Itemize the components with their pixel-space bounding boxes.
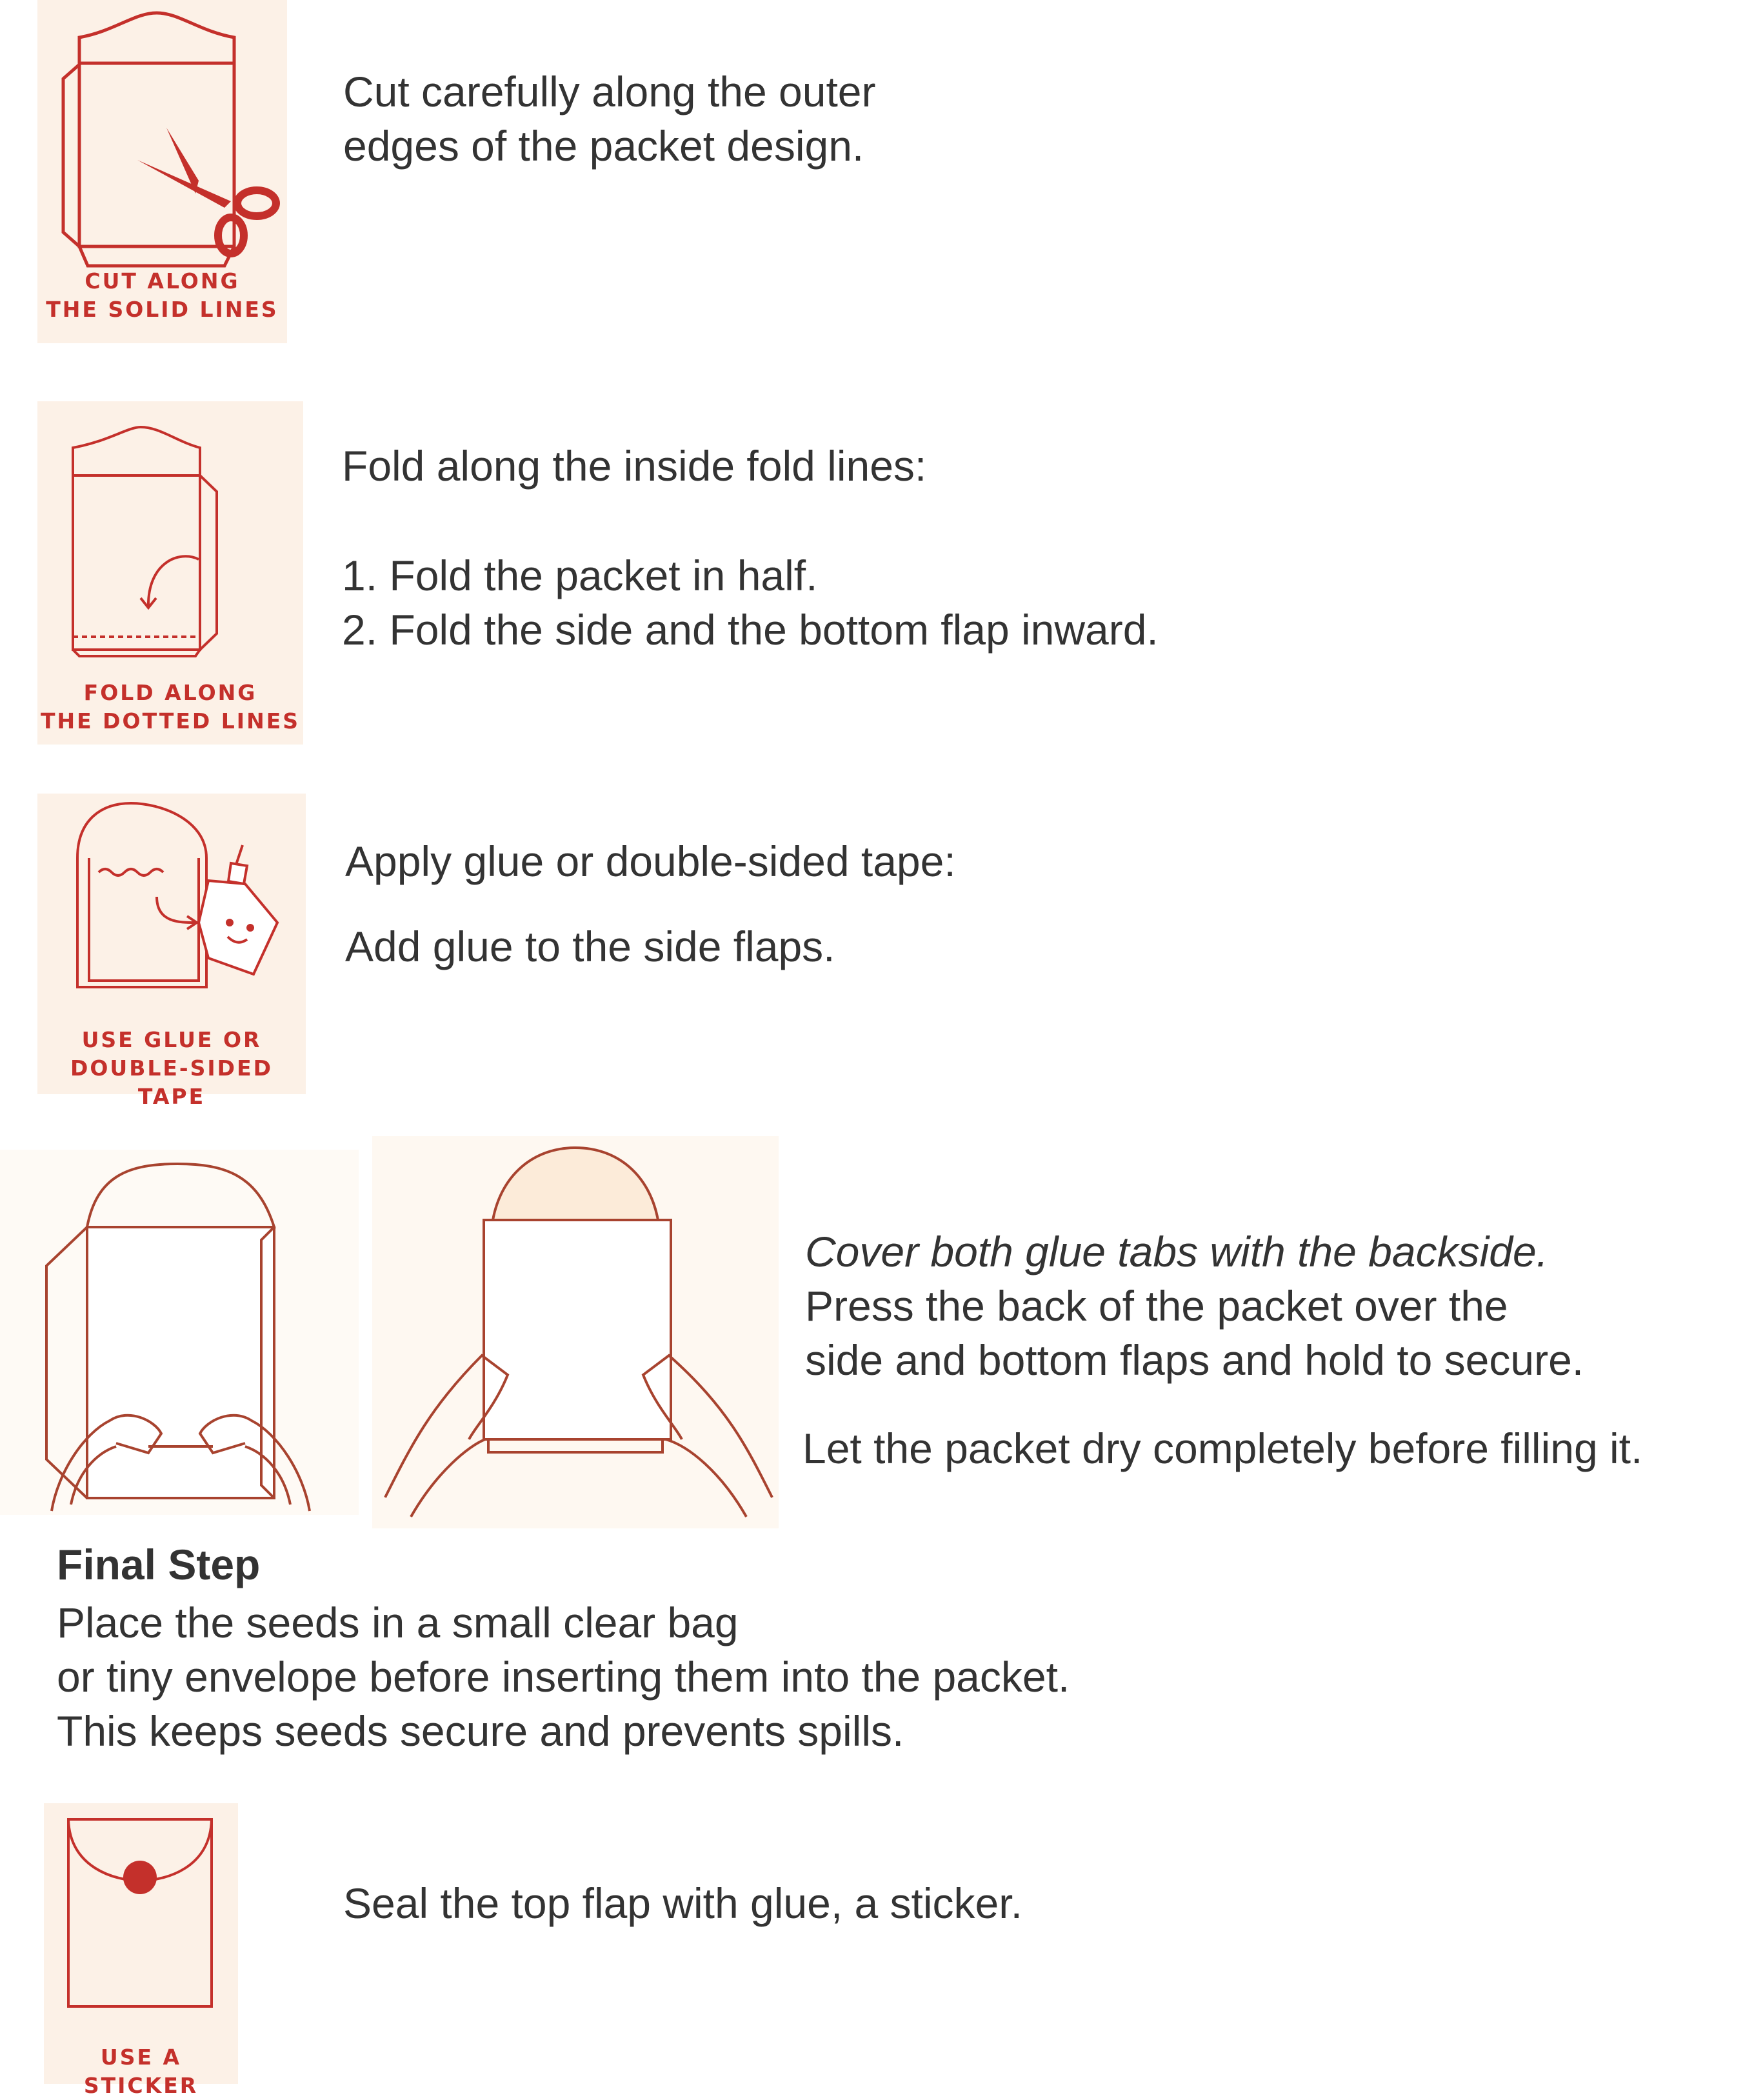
glue-illustration [37, 794, 306, 1109]
hands-pressing-illustration [372, 1136, 779, 1528]
cut-text-line-1: Cut carefully along the outer [343, 68, 876, 115]
cut-label-line-2: THE SOLID LINES [46, 297, 279, 322]
sticker-illustration [44, 1803, 238, 2098]
cut-text-line-2: edges of the packet design. [343, 122, 864, 170]
glue-text: Add glue to the side flaps. [345, 923, 835, 970]
sticker-label: USE A STICKER [83, 2045, 199, 2098]
hands-folding-icon [0, 1150, 359, 1515]
hands-pressing-icon [372, 1136, 779, 1528]
press-italic-line: Cover both glue tabs with the backside. [805, 1228, 1549, 1275]
final-step-title: Final Step [57, 1541, 261, 1588]
sealed-envelope-icon [44, 1803, 238, 2023]
glue-bottle-icon [37, 794, 306, 1032]
fold-label-line-1: FOLD ALONG [83, 680, 257, 705]
fold-item-1: 1. Fold the packet in half. [342, 552, 818, 599]
press-line-1: Press the back of the packet over the [805, 1282, 1508, 1330]
cut-illustration [37, 0, 287, 343]
glue-heading: Apply glue or double-sided tape: [345, 837, 956, 885]
sticker-dot-icon [123, 1861, 157, 1894]
fold-label-line-2: THE DOTTED LINES [40, 708, 301, 734]
press-line-2: side and bottom flaps and hold to secure. [805, 1336, 1584, 1384]
glue-label-line-1: USE GLUE OR [81, 1027, 262, 1052]
seal-text: Seal the top flap with glue, a sticker. [343, 1879, 1022, 1927]
cut-label-line-1: CUT ALONG [85, 268, 240, 294]
final-line-2: or tiny envelope before inserting them into the packet. [57, 1653, 1070, 1701]
glue-label-line-2: DOUBLE-SIDED TAPE [70, 1055, 274, 1109]
press-line-3: Let the packet dry completely before filling it. [802, 1425, 1643, 1472]
fold-packet-icon [37, 401, 303, 672]
scissors-packet-icon [37, 0, 287, 271]
fold-heading: Fold along the inside fold lines: [342, 442, 927, 490]
fold-illustration [37, 401, 303, 745]
final-line-3: This keeps seeds secure and prevents spills. [57, 1707, 904, 1755]
fold-item-2: 2. Fold the side and the bottom flap inward. [342, 606, 1159, 654]
hands-folding-illustration [0, 1150, 359, 1515]
final-line-1: Place the seeds in a small clear bag [57, 1599, 739, 1646]
